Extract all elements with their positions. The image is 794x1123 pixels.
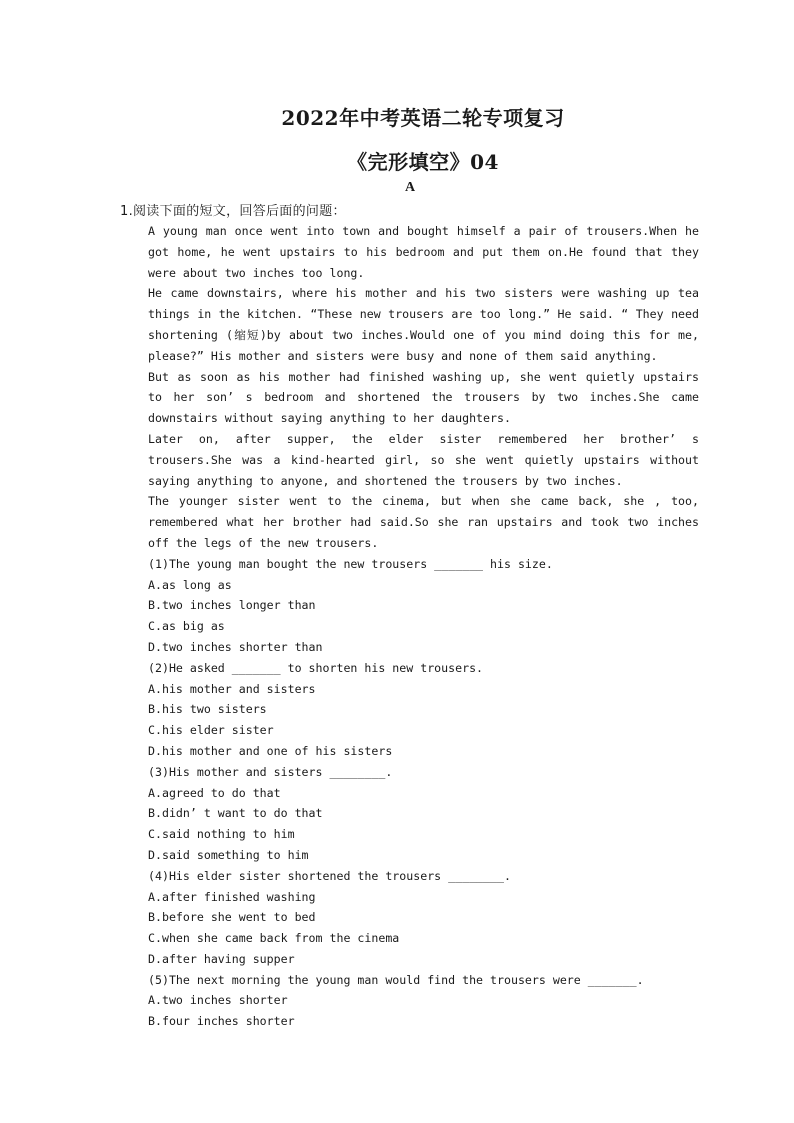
question-stem: (1)The young man bought the new trousers _______ his size. [148, 556, 553, 571]
answer-option: C.as big as [148, 619, 225, 634]
document-title: 2022年中考英语二轮专项复习 [281, 106, 565, 130]
answer-option: B.didn’ t want to do that [148, 806, 323, 821]
answer-option: A.agreed to do that [148, 785, 281, 800]
passage-paragraph: Later on, after supper, the elder sister remembered her brother’ s trousers.She was a kind-hearted girl, so she went quietly upstairs without saying anything to anyone, and shortened the trousers by two inches. [148, 431, 699, 488]
passage-paragraph: The younger sister went to the cinema, but when she came back, she , too, remembered what her brother had said.So she ran upstairs and took two inches off the legs of the new trousers. [148, 494, 699, 550]
answer-option: A.two inches shorter [148, 993, 288, 1008]
passage-paragraph: A young man once went into town and bought himself a pair of trousers.When he got home, he went upstairs to his bedroom and put them on.He found that they were about two inches too long. [148, 224, 699, 280]
question-stem: (5)The next morning the young man would find the trousers were _______. [148, 972, 644, 987]
answer-option: C.when she came back from the cinema [148, 931, 400, 946]
document-subtitle: 《完形填空》04 [347, 150, 499, 174]
answer-option: A.after finished washing [148, 889, 316, 904]
answer-option: D.said something to him [148, 847, 309, 862]
answer-option: D.two inches shorter than [148, 639, 323, 654]
answer-option: D.after having supper [148, 951, 295, 966]
passage-paragraph: But as soon as his mother had finished washing up, she went quietly upstairs to her son’ s bedroom and shortened the trousers by two inches.She came downstairs without saying anything to her daughters. [148, 369, 699, 426]
answer-option: A.his mother and sisters [148, 681, 316, 696]
question-stem: (4)His elder sister shortened the trousers ________. [148, 868, 511, 883]
question-stem: (3)His mother and sisters ________. [148, 764, 393, 779]
question-body [148, 221, 699, 1032]
section-label: A [404, 180, 416, 195]
answer-option: B.two inches longer than [148, 598, 316, 613]
question-stem: (2)He asked _______ to shorten his new trousers. [148, 660, 484, 675]
answer-option: B.his two sisters [148, 702, 267, 717]
question-instruction: 1.阅读下面的短文，回答后面的问题： [120, 204, 346, 219]
answer-option: B.before she went to bed [148, 910, 316, 925]
answer-option: D.his mother and one of his sisters [148, 743, 393, 758]
answer-option: B.four inches shorter [148, 1014, 295, 1029]
answer-option: C.said nothing to him [148, 827, 295, 842]
answer-option: C.his elder sister [148, 723, 274, 738]
answer-option: A.as long as [148, 577, 232, 592]
passage-paragraph: He came downstairs, where his mother and his two sisters were washing up tea things in the kitchen. “These new trousers are too long.” He said. “ They need shortening (缩短)by about two inches.Would one of you mind doing this for me, please?” His mother and sisters were busy and none of them said anything. [148, 286, 699, 363]
